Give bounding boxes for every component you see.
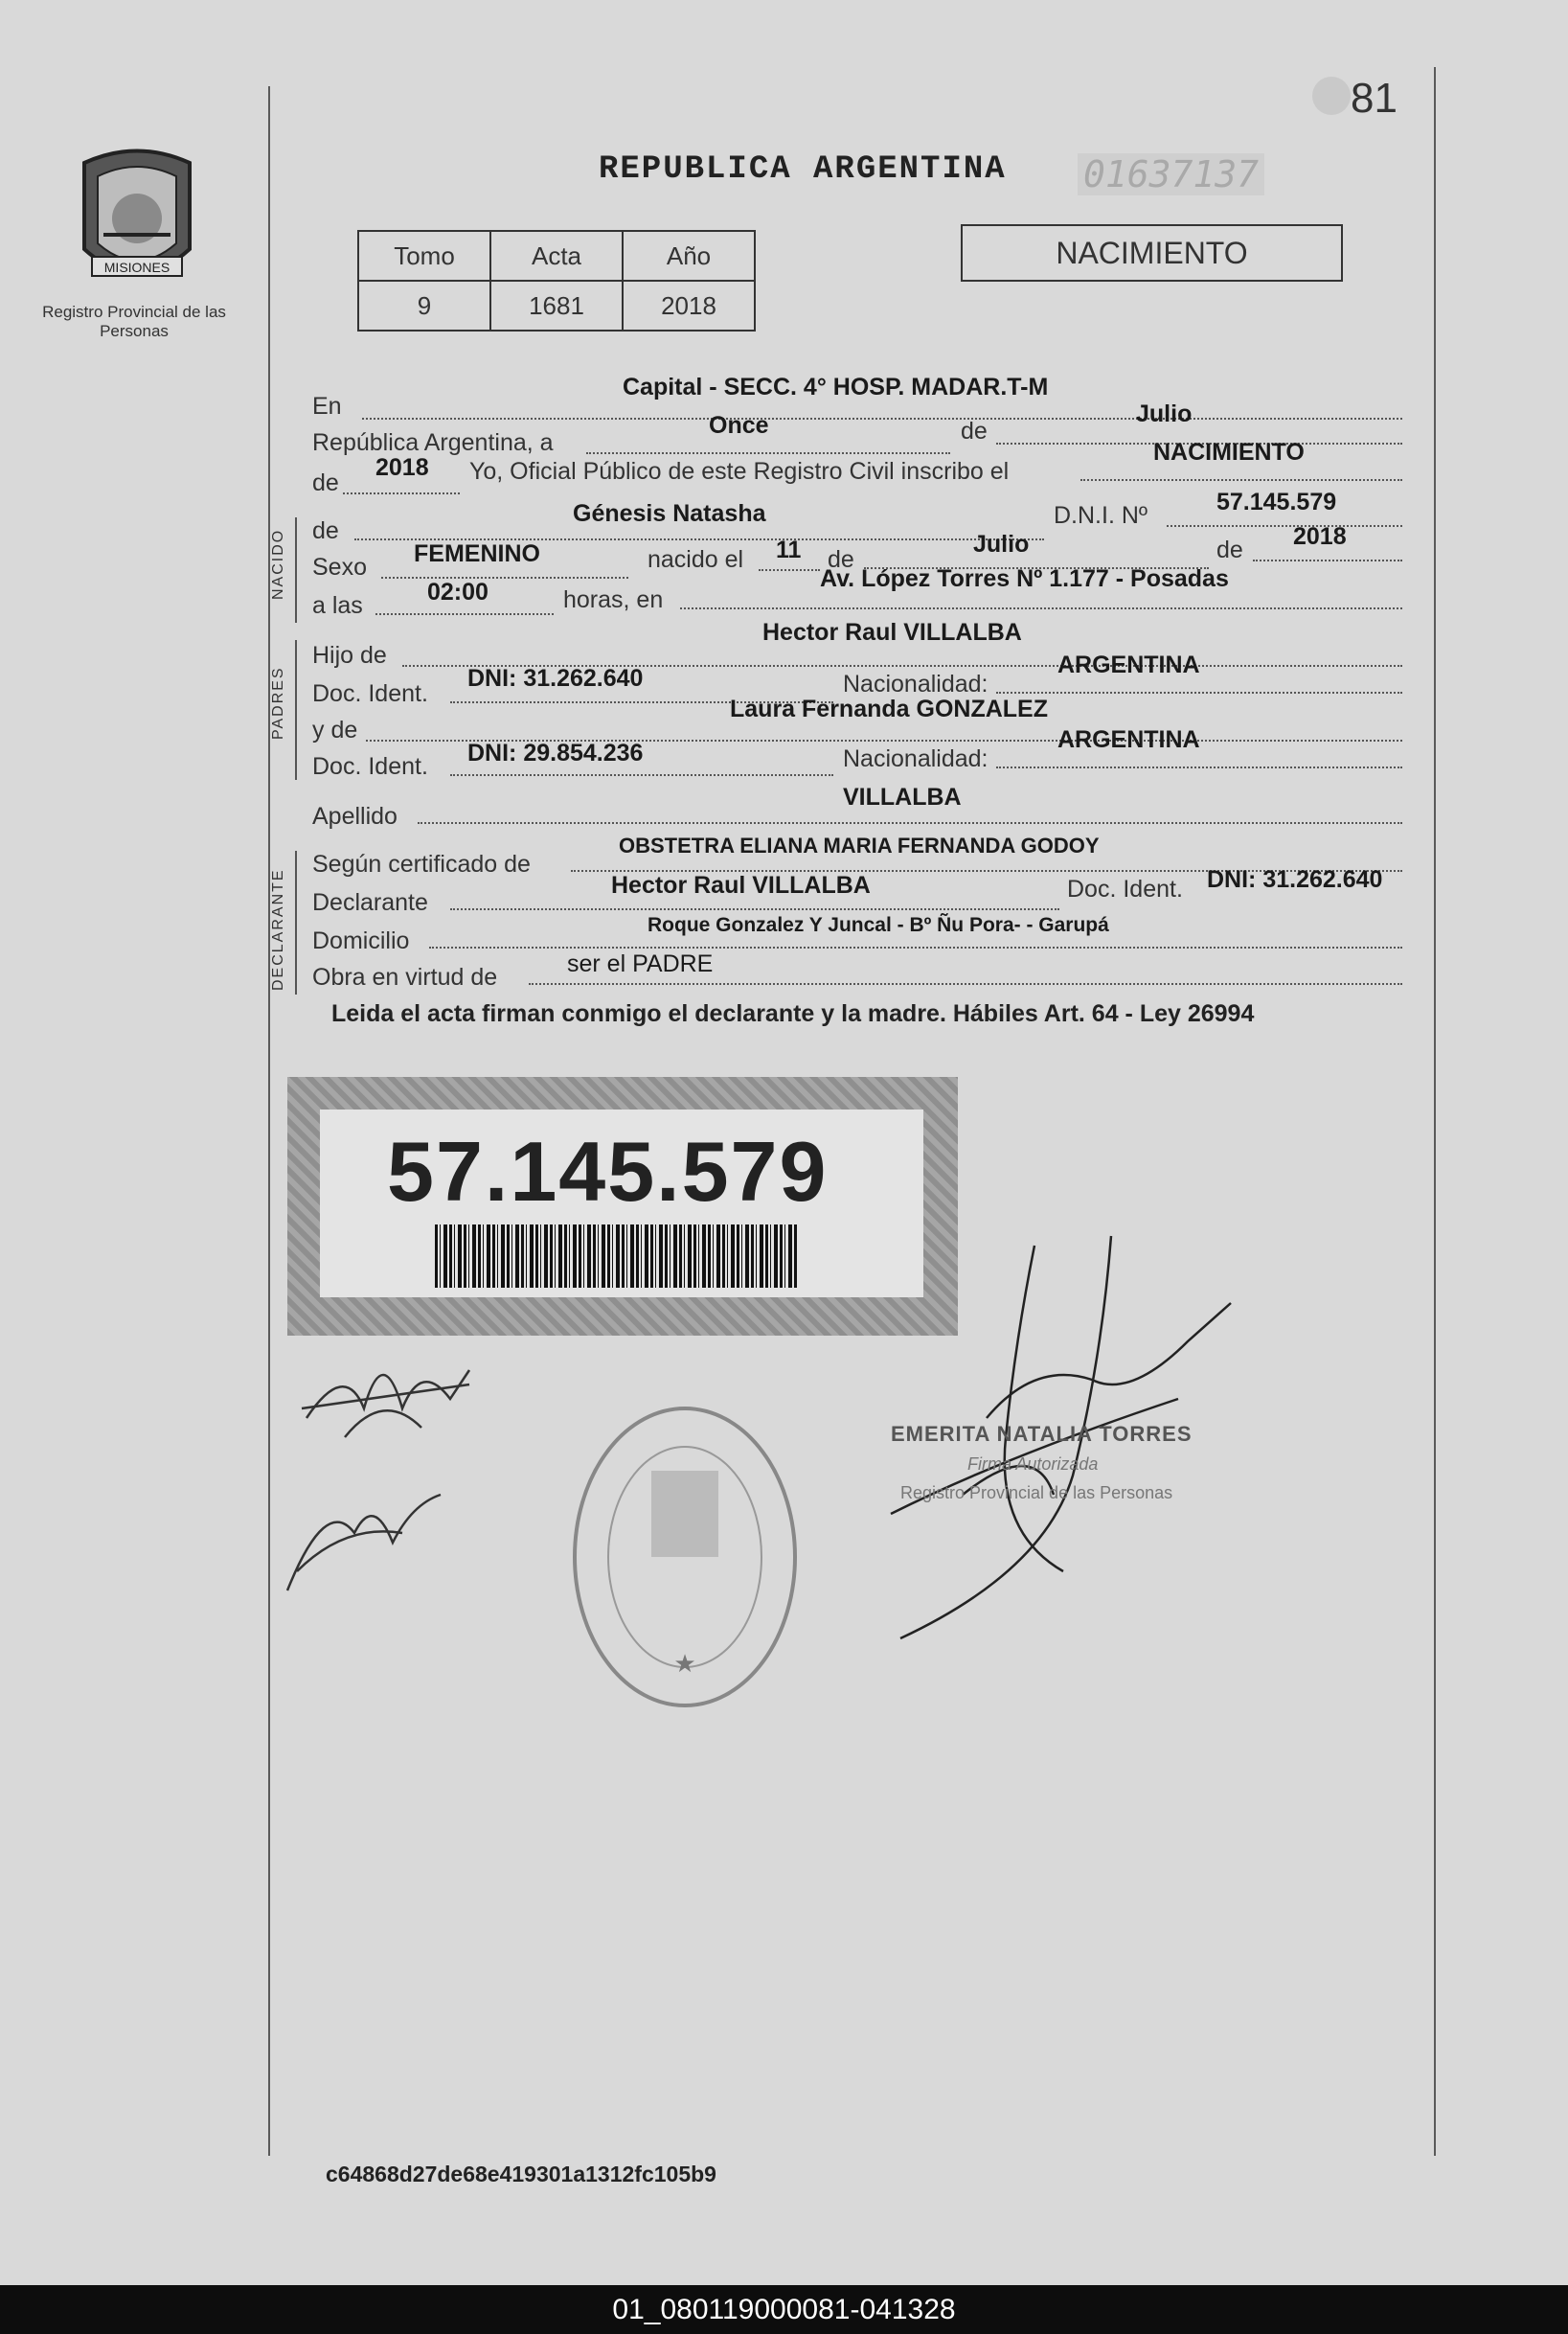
label-sexo: Sexo [312,554,367,581]
value-padre-dni: DNI: 31.262.640 [467,665,644,692]
emblem-text: MISIONES [103,260,170,275]
closing-statement: Leida el acta firman conmigo el declarante y la madre. Hábiles Art. 64 - Ley 26994 [331,1000,1255,1027]
value-hora: 02:00 [427,579,489,606]
signature-left-bottom-icon [287,1495,441,1590]
label-republica: República Argentina, a [312,429,554,456]
value-anio: 2018 [375,454,429,481]
value-apellido: VILLALBA [843,784,962,811]
header-acta: Acta [490,231,623,281]
value-madre: Laura Fernanda GONZALEZ [730,696,1048,722]
label-domicilio: Domicilio [312,927,410,954]
value-madre-dni: DNI: 29.854.236 [467,740,644,767]
value-certificado: OBSTETRA ELIANA MARIA FERNANDA GODOY [619,834,1100,858]
label-de4: de [1216,537,1243,563]
document-hash: c64868d27de68e419301a1312fc105b9 [326,2162,716,2186]
label-doc-ident-3: Doc. Ident. [1067,876,1183,903]
label-doc-ident-2: Doc. Ident. [312,753,428,780]
value-mes: Julio [1136,400,1193,427]
svg-text:★: ★ [673,1650,696,1679]
page-number: 81 [1351,75,1398,122]
label-nacido: nacido el [648,546,744,573]
signatory-title: Firma Autorizada [967,1454,1099,1474]
label-y-de: y de [312,717,358,744]
value-anio-nac: 2018 [1293,523,1347,550]
header-tomo: Tomo [358,231,490,281]
value-sexo: FEMENINO [414,540,540,567]
label-dni: D.N.I. Nº [1054,502,1148,529]
value-obra: ser el PADRE [567,950,714,977]
stamp-icon [575,1408,795,1705]
value-padre: Hector Raul VILLALBA [762,619,1022,646]
value-dia: 11 [776,537,802,563]
value-mes-nac: Julio [973,531,1030,558]
value-anio: 2018 [623,281,755,331]
value-declarante: Hector Raul VILLALBA [611,872,871,899]
label-obra: Obra en virtud de [312,964,498,991]
label-de: de [961,418,988,445]
header-anio: Año [623,231,755,281]
value-madre-nac: ARGENTINA [1057,726,1200,753]
value-tomo: 9 [358,281,490,331]
document-title: REPUBLICA ARGENTINA [599,151,1007,188]
label-segun: Según certificado de [312,851,531,878]
value-declarante-dni: DNI: 31.262.640 [1207,866,1383,893]
signatory-org: Registro Provincial de las Personas [900,1483,1173,1502]
value-dia-texto: Once [709,412,769,439]
label-de2: de [312,469,339,496]
label-apellido: Apellido [312,803,398,830]
label-hijo-de: Hijo de [312,642,387,669]
label-nacionalidad-2: Nacionalidad: [843,745,989,772]
value-padre-nac: ARGENTINA [1057,652,1200,678]
side-label-padres: PADRES [270,666,286,740]
value-lugar: Capital - SECC. 4° HOSP. MADAR.T-M [623,374,1049,400]
label-nacionalidad-1: Nacionalidad: [843,671,989,698]
dni-card-number: 57.145.579 [387,1124,829,1219]
footer-code: 01_080119000081-041328 [0,2285,1568,2334]
signatory-name: EMERITA NATALIA TORRES [891,1422,1193,1446]
value-acta: 1681 [490,281,623,331]
side-label-nacido: NACIDO [270,528,286,600]
value-nombre: Génesis Natasha [573,500,766,527]
label-oficial: Yo, Oficial Público de este Registro Civil inscribo el [469,458,1010,485]
label-doc-ident-1: Doc. Ident. [312,680,428,707]
value-tipo: NACIMIENTO [1153,439,1305,466]
label-a-las: a las [312,592,363,619]
record-type-box: NACIMIENTO [961,224,1343,282]
value-domicilio: Roque Gonzalez Y Juncal - Bº Ñu Pora- - Garupá [648,914,1109,936]
side-label-declarante: DECLARANTE [270,868,286,991]
signature-left-top-icon [302,1370,469,1437]
value-dni: 57.145.579 [1216,489,1337,515]
label-en: En [312,393,342,420]
label-horas: horas, en [563,586,664,613]
label-declarante: Declarante [312,889,428,916]
label-de-name: de [312,517,339,544]
value-domicilio-nac: Av. López Torres Nº 1.177 - Posadas [820,565,1229,592]
registry-label: Registro Provincial de las Personas [42,303,226,340]
label-de3: de [828,546,854,573]
serial-number: 01637137 [1078,153,1264,195]
